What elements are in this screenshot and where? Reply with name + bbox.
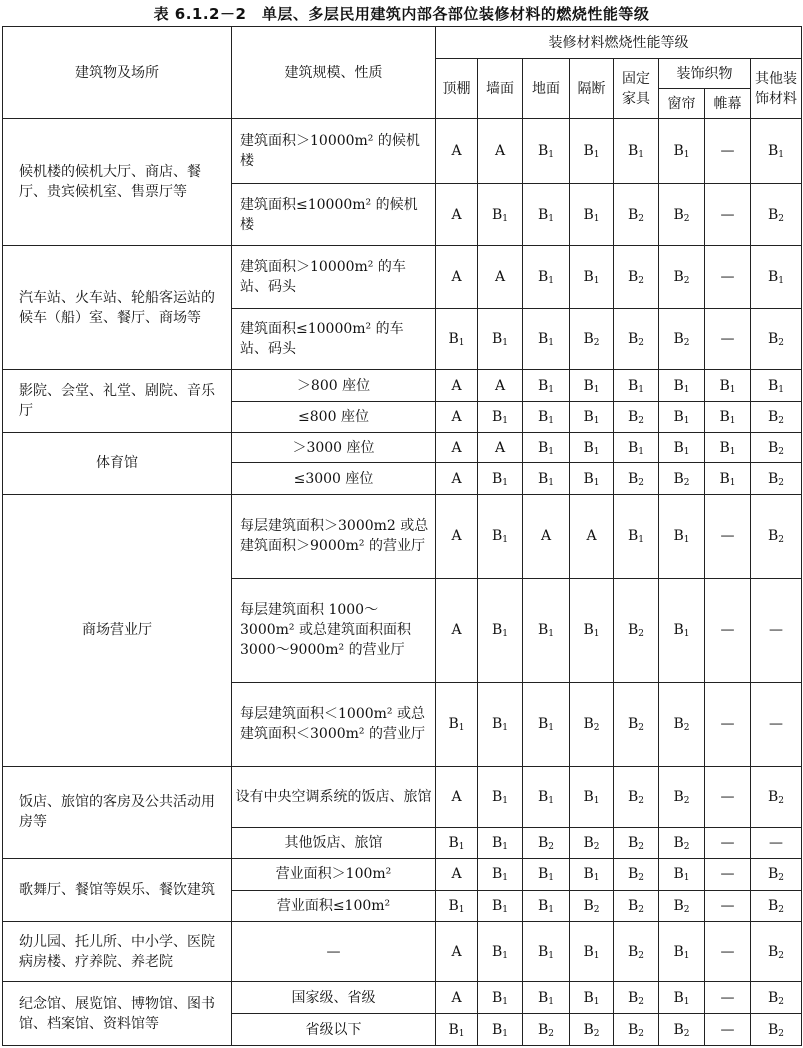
grade-wall: $B_1$ [478,184,523,245]
grade-other: $B_1$ [751,370,802,402]
header-scale: 建筑规模、性质 [232,27,436,119]
grade-furniture: $B_2$ [614,982,659,1014]
grade-drape: — [705,245,751,308]
grade-curtain: $B_2$ [659,184,705,245]
grade-partition: $B_1$ [570,370,614,402]
grade-furniture: $B_2$ [614,463,659,495]
grade-drape: — [705,858,751,890]
scale-cell: 建筑面积≤10000m² 的车站、码头 [232,309,436,370]
scale-cell: 每层建筑面积＞3000m2 或总建筑面积＞9000m² 的营业厅 [232,495,436,579]
grade-wall: A [478,370,523,402]
grade-drape: — [705,495,751,579]
grade-ceiling: A [436,402,478,433]
table-row [3,245,802,308]
grade-floor: $B_2$ [523,1014,570,1046]
header-furniture: 固定家具 [614,59,659,119]
place-cell: 歌舞厅、餐馆等娱乐、餐饮建筑 [3,858,232,921]
grade-other: $B_2$ [751,1014,802,1046]
scale-cell: 每层建筑面积 1000～3000m² 或总建筑面积面积 3000～9000m² 的营业厅 [232,578,436,682]
grade-curtain: $B_1$ [659,432,705,463]
grade-other: $B_2$ [751,495,802,579]
grade-wall: $B_1$ [478,1014,523,1046]
grade-curtain: $B_2$ [659,309,705,370]
header-wall: 墙面 [478,59,523,119]
grade-ceiling: A [436,184,478,245]
grade-ceiling: A [436,982,478,1014]
grade-wall: $B_1$ [478,890,523,922]
grade-drape: — [705,922,751,982]
grade-ceiling: A [436,922,478,982]
grade-other: $B_2$ [751,890,802,922]
grade-wall: $B_1$ [478,982,523,1014]
scale-cell: ≤3000 座位 [232,463,436,495]
grade-floor: $B_1$ [523,184,570,245]
scale-cell: 营业面积≤100m² [232,890,436,922]
grade-other: $B_2$ [751,982,802,1014]
place-cell: 体育馆 [3,432,232,494]
table-row [3,982,802,1014]
place-cell: 饭店、旅馆的客房及公共活动用房等 [3,766,232,858]
fire-rating-table [2,26,802,1046]
table-row [3,432,802,463]
grade-furniture: $B_1$ [614,432,659,463]
scale-cell: 其他饭店、旅馆 [232,828,436,859]
grade-floor: $B_1$ [523,245,570,308]
grade-curtain: $B_1$ [659,119,705,184]
grade-other: $B_1$ [751,245,802,308]
grade-furniture: $B_2$ [614,245,659,308]
table-title: 表 6.1.2－2 单层、多层民用建筑内部各部位装修材料的燃烧性能等级 [153,5,650,23]
grade-curtain: $B_1$ [659,578,705,682]
grade-drape: — [705,309,751,370]
grade-drape: — [705,982,751,1014]
grade-ceiling: $B_1$ [436,890,478,922]
grade-wall: $B_1$ [478,495,523,579]
grade-other: $B_2$ [751,858,802,890]
grade-wall: A [478,119,523,184]
place-cell: 纪念馆、展览馆、博物馆、图书馆、档案馆、资料馆等 [3,982,232,1046]
table-header [3,27,802,119]
grade-other: $B_2$ [751,766,802,827]
scale-cell: 省级以下 [232,1014,436,1046]
grade-ceiling: A [436,495,478,579]
grade-partition: $B_1$ [570,402,614,433]
grade-partition: $B_1$ [570,858,614,890]
grade-furniture: $B_2$ [614,922,659,982]
grade-wall: $B_1$ [478,463,523,495]
grade-drape: — [705,1014,751,1046]
header-other: 其他装饰材料 [751,59,802,119]
grade-other: — [751,683,802,767]
scale-cell: 每层建筑面积＜1000m² 或总建筑面积＜3000m² 的营业厅 [232,683,436,767]
grade-wall: $B_1$ [478,402,523,433]
table-row [3,370,802,402]
grade-furniture: $B_2$ [614,578,659,682]
grade-wall: $B_1$ [478,309,523,370]
grade-ceiling: A [436,245,478,308]
table-row [3,495,802,579]
grade-floor: $B_1$ [523,309,570,370]
grade-ceiling: A [436,858,478,890]
grade-drape: — [705,766,751,827]
grade-ceiling: A [436,578,478,682]
grade-floor: $B_1$ [523,890,570,922]
grade-floor: $B_1$ [523,119,570,184]
grade-floor: $B_1$ [523,432,570,463]
header-floor: 地面 [523,59,570,119]
grade-partition: $B_1$ [570,184,614,245]
grade-furniture: $B_1$ [614,370,659,402]
header-curtain: 窗帘 [659,89,705,119]
grade-floor: $B_1$ [523,578,570,682]
grade-other: $B_2$ [751,463,802,495]
grade-curtain: $B_2$ [659,683,705,767]
grade-wall: $B_1$ [478,922,523,982]
scale-cell: 建筑面积＞10000m² 的候机楼 [232,119,436,184]
grade-furniture: $B_2$ [614,828,659,859]
grade-floor: $B_2$ [523,828,570,859]
header-rating-group: 装修材料燃烧性能等级 [436,27,802,59]
grade-ceiling: $B_1$ [436,309,478,370]
grade-ceiling: A [436,766,478,827]
grade-partition: $B_1$ [570,766,614,827]
grade-curtain: $B_1$ [659,858,705,890]
header-partition: 隔断 [570,59,614,119]
table-row [3,922,802,982]
grade-furniture: $B_1$ [614,119,659,184]
grade-curtain: $B_2$ [659,245,705,308]
grade-floor: A [523,495,570,579]
grade-partition: $B_1$ [570,245,614,308]
grade-partition: $B_1$ [570,119,614,184]
grade-other: $B_2$ [751,309,802,370]
scale-cell: — [232,922,436,982]
grade-ceiling: A [436,463,478,495]
grade-drape: — [705,578,751,682]
grade-drape: $B_1$ [705,463,751,495]
grade-furniture: $B_2$ [614,858,659,890]
scale-cell: 建筑面积≤10000m² 的候机楼 [232,184,436,245]
grade-curtain: $B_2$ [659,766,705,827]
grade-wall: $B_1$ [478,766,523,827]
grade-wall: $B_1$ [478,578,523,682]
grade-ceiling: $B_1$ [436,683,478,767]
scale-cell: 建筑面积＞10000m² 的车站、码头 [232,245,436,308]
scale-cell: ≤800 座位 [232,402,436,433]
place-cell: 候机楼的候机大厅、商店、餐厅、贵宾候机室、售票厅等 [3,119,232,246]
grade-furniture: $B_2$ [614,683,659,767]
grade-drape: $B_1$ [705,432,751,463]
grade-floor: $B_1$ [523,982,570,1014]
header-fabric-group: 装饰织物 [659,59,751,89]
scale-cell: 设有中央空调系统的饭店、旅馆 [232,766,436,827]
grade-curtain: $B_2$ [659,1014,705,1046]
grade-ceiling: A [436,432,478,463]
grade-other: — [751,828,802,859]
table-row [3,119,802,184]
grade-partition: $B_2$ [570,890,614,922]
grade-curtain: $B_2$ [659,463,705,495]
grade-drape: $B_1$ [705,370,751,402]
grade-curtain: $B_1$ [659,922,705,982]
grade-curtain: $B_1$ [659,370,705,402]
header-drape: 帷幕 [705,89,751,119]
grade-wall: $B_1$ [478,683,523,767]
scale-cell: 营业面积＞100m² [232,858,436,890]
scale-cell: ＞3000 座位 [232,432,436,463]
grade-furniture: $B_2$ [614,1014,659,1046]
grade-ceiling: $B_1$ [436,828,478,859]
grade-floor: $B_1$ [523,463,570,495]
grade-curtain: $B_2$ [659,828,705,859]
grade-other: $B_2$ [751,184,802,245]
grade-partition: $B_2$ [570,683,614,767]
grade-floor: $B_1$ [523,922,570,982]
grade-furniture: $B_2$ [614,402,659,433]
grade-ceiling: A [436,119,478,184]
grade-floor: $B_1$ [523,858,570,890]
grade-partition: $B_2$ [570,309,614,370]
grade-furniture: $B_2$ [614,184,659,245]
grade-floor: $B_1$ [523,683,570,767]
grade-other: $B_2$ [751,402,802,433]
grade-furniture: $B_2$ [614,890,659,922]
grade-wall: A [478,432,523,463]
grade-curtain: $B_1$ [659,495,705,579]
place-cell: 汽车站、火车站、轮船客运站的候车（船）室、餐厅、商场等 [3,245,232,370]
grade-furniture: $B_1$ [614,495,659,579]
grade-other: $B_2$ [751,432,802,463]
grade-furniture: $B_2$ [614,309,659,370]
grade-drape: — [705,828,751,859]
grade-wall: $B_1$ [478,858,523,890]
grade-drape: — [705,683,751,767]
grade-partition: A [570,495,614,579]
grade-floor: $B_1$ [523,402,570,433]
grade-other: $B_2$ [751,922,802,982]
scale-cell: 国家级、省级 [232,982,436,1014]
scale-cell: ＞800 座位 [232,370,436,402]
header-place: 建筑物及场所 [3,27,232,119]
grade-partition: $B_1$ [570,463,614,495]
grade-other: — [751,578,802,682]
grade-drape: $B_1$ [705,402,751,433]
grade-partition: $B_1$ [570,922,614,982]
grade-drape: — [705,119,751,184]
grade-curtain: $B_1$ [659,982,705,1014]
grade-partition: $B_1$ [570,982,614,1014]
grade-curtain: $B_2$ [659,890,705,922]
grade-partition: $B_2$ [570,828,614,859]
grade-other: $B_1$ [751,119,802,184]
grade-partition: $B_2$ [570,1014,614,1046]
grade-drape: — [705,184,751,245]
place-cell: 幼儿园、托儿所、中小学、医院病房楼、疗养院、养老院 [3,922,232,982]
header-ceiling: 顶棚 [436,59,478,119]
grade-furniture: $B_2$ [614,766,659,827]
grade-curtain: $B_1$ [659,402,705,433]
grade-floor: $B_1$ [523,370,570,402]
table-row [3,766,802,827]
grade-ceiling: A [436,370,478,402]
grade-ceiling: $B_1$ [436,1014,478,1046]
grade-partition: $B_1$ [570,578,614,682]
grade-drape: — [705,890,751,922]
table-body [3,119,802,1046]
table-row [3,858,802,890]
grade-wall: A [478,245,523,308]
place-cell: 商场营业厅 [3,495,232,767]
place-cell: 影院、会堂、礼堂、剧院、音乐厅 [3,370,232,432]
grade-wall: $B_1$ [478,828,523,859]
grade-floor: $B_1$ [523,766,570,827]
grade-partition: $B_1$ [570,432,614,463]
